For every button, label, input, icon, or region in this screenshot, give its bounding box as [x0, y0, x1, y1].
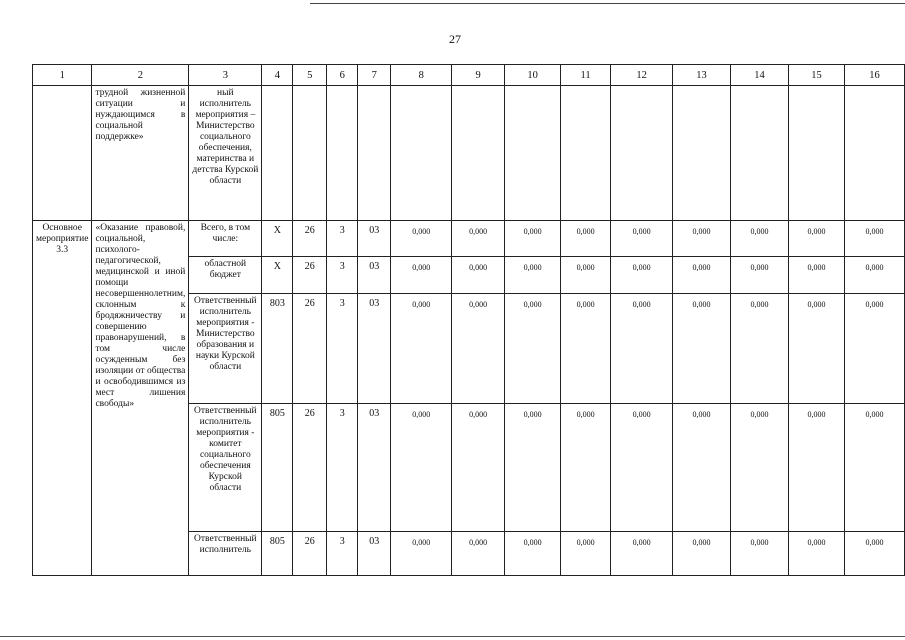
amount-cell: 0,000	[788, 221, 844, 257]
bottom-rule	[0, 636, 905, 637]
header-cell: 6	[327, 65, 358, 86]
code-cell: 03	[358, 294, 391, 404]
executor-cell: Ответственный исполнитель мероприятия - Министерство образования и науки Курской области	[189, 294, 262, 404]
amount-cell: 0,000	[673, 294, 731, 404]
code-cell: 805	[262, 532, 293, 576]
cell	[731, 86, 789, 221]
amount-cell: 0,000	[673, 532, 731, 576]
header-cell: 4	[262, 65, 293, 86]
amount-cell: 0,000	[611, 294, 673, 404]
code-cell: 26	[293, 532, 327, 576]
amount-cell: 0,000	[391, 404, 452, 532]
event-row	[33, 221, 905, 257]
code-cell: 03	[358, 532, 391, 576]
code-cell: 03	[358, 257, 391, 294]
amount-cell: 0,000	[844, 404, 904, 532]
header-cell: 10	[505, 65, 561, 86]
code-cell: 3	[327, 221, 358, 257]
amount-cell: 0,000	[561, 532, 611, 576]
amount-cell: 0,000	[391, 294, 452, 404]
cell	[611, 86, 673, 221]
code-cell: 26	[293, 221, 327, 257]
amount-cell: 0,000	[788, 404, 844, 532]
amount-cell: 0,000	[731, 294, 789, 404]
amount-cell: 0,000	[611, 532, 673, 576]
amount-cell: 0,000	[505, 404, 561, 532]
code-cell: 03	[358, 221, 391, 257]
code-cell: 3	[327, 257, 358, 294]
amount-cell: 0,000	[788, 257, 844, 294]
executor-cell: областной бюджет	[189, 257, 262, 294]
code-cell: 26	[293, 294, 327, 404]
amount-cell: 0,000	[505, 294, 561, 404]
cell	[33, 86, 92, 221]
amount-cell: 0,000	[452, 294, 505, 404]
cell	[358, 86, 391, 221]
cell	[561, 86, 611, 221]
amount-cell: 0,000	[452, 221, 505, 257]
amount-cell: 0,000	[452, 404, 505, 532]
header-cell: 11	[561, 65, 611, 86]
header-cell: 7	[358, 65, 391, 86]
header-cell: 3	[189, 65, 262, 86]
amount-cell: 0,000	[844, 532, 904, 576]
amount-cell: 0,000	[731, 532, 789, 576]
code-cell: 3	[327, 294, 358, 404]
amount-cell: 0,000	[505, 221, 561, 257]
page-number: 27	[449, 32, 461, 46]
amount-cell: 0,000	[731, 404, 789, 532]
header-cell: 1	[33, 65, 92, 86]
header-cell: 14	[731, 65, 789, 86]
header-cell: 15	[788, 65, 844, 86]
code-cell: 03	[358, 404, 391, 532]
header-cell: 16	[844, 65, 904, 86]
amount-cell: 0,000	[561, 257, 611, 294]
executor-cell: Ответственный исполнитель мероприятия - комитет социального обеспечения Курской области	[189, 404, 262, 532]
header-cell: 13	[673, 65, 731, 86]
header-cell: 8	[391, 65, 452, 86]
amount-cell: 0,000	[788, 294, 844, 404]
cell	[452, 86, 505, 221]
budget-table	[32, 64, 905, 576]
amount-cell: 0,000	[452, 257, 505, 294]
amount-cell: 0,000	[844, 257, 904, 294]
code-cell: X	[262, 221, 293, 257]
cell	[327, 86, 358, 221]
amount-cell: 0,000	[731, 221, 789, 257]
amount-cell: 0,000	[391, 221, 452, 257]
continuation-row	[33, 86, 905, 221]
continued-executor: ный исполнитель мероприятия – Министерство социального обеспечения, материнства и детства Курской области	[189, 86, 262, 221]
amount-cell: 0,000	[561, 294, 611, 404]
code-cell: 26	[293, 404, 327, 532]
amount-cell: 0,000	[505, 257, 561, 294]
amount-cell: 0,000	[844, 221, 904, 257]
amount-cell: 0,000	[731, 257, 789, 294]
amount-cell: 0,000	[452, 532, 505, 576]
code-cell: 805	[262, 404, 293, 532]
header-cell: 5	[293, 65, 327, 86]
cell	[844, 86, 904, 221]
executor-cell: Ответственный исполнитель	[189, 532, 262, 576]
amount-cell: 0,000	[391, 257, 452, 294]
cell	[505, 86, 561, 221]
amount-cell: 0,000	[673, 257, 731, 294]
code-cell: 3	[327, 532, 358, 576]
cell	[391, 86, 452, 221]
amount-cell: 0,000	[611, 404, 673, 532]
executor-cell: Всего, в том числе:	[189, 221, 262, 257]
code-cell: 803	[262, 294, 293, 404]
top-rule	[310, 3, 905, 4]
amount-cell: 0,000	[391, 532, 452, 576]
continued-description: трудной жизненной ситуации и нуждающимся в социальной поддержке»	[92, 86, 189, 221]
header-cell: 2	[92, 65, 189, 86]
header-cell: 9	[452, 65, 505, 86]
amount-cell: 0,000	[505, 532, 561, 576]
event-description: «Оказание правовой, социальной, психолого-педагогической, медицинской и иной помощи несовершеннолетним, склонным к бродяжничеству и совершению правонарушений, в том числе осужденным без изоляции от общества и освободившимся из мест лишения свободы»	[92, 221, 189, 576]
amount-cell: 0,000	[561, 221, 611, 257]
header-cell: 12	[611, 65, 673, 86]
cell	[673, 86, 731, 221]
cell	[262, 86, 293, 221]
code-cell: 3	[327, 404, 358, 532]
code-cell: X	[262, 257, 293, 294]
event-rows	[33, 221, 905, 576]
amount-cell: 0,000	[611, 257, 673, 294]
amount-cell: 0,000	[844, 294, 904, 404]
amount-cell: 0,000	[561, 404, 611, 532]
event-code: Основное мероприятие 3.3	[33, 221, 92, 576]
amount-cell: 0,000	[788, 532, 844, 576]
cell	[293, 86, 327, 221]
amount-cell: 0,000	[611, 221, 673, 257]
amount-cell: 0,000	[673, 221, 731, 257]
code-cell: 26	[293, 257, 327, 294]
header-row	[33, 65, 905, 86]
amount-cell: 0,000	[673, 404, 731, 532]
cell	[788, 86, 844, 221]
